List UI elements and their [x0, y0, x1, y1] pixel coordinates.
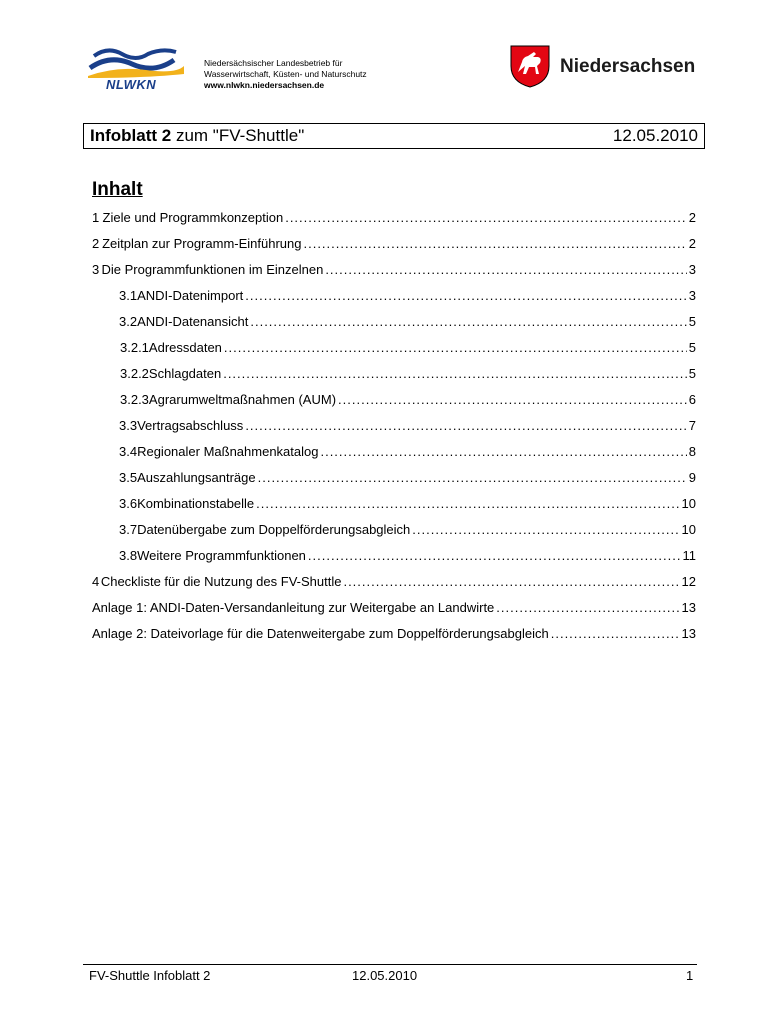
- toc-entry[interactable]: [92, 262, 696, 277]
- toc-number: 3.7: [119, 522, 138, 537]
- toc-entry[interactable]: [120, 392, 696, 407]
- toc-text: Adressdaten: [148, 340, 222, 355]
- toc-entry[interactable]: [92, 236, 696, 251]
- toc-page: 10: [681, 496, 696, 511]
- toc-page: 5: [688, 366, 696, 381]
- toc-number: 3.2: [119, 314, 138, 329]
- toc-number: 3.1: [119, 288, 138, 303]
- toc-page: 11: [682, 548, 696, 563]
- toc-page: 2: [688, 210, 696, 225]
- toc-text: Zeitplan zur Programm-Einführung: [102, 236, 302, 251]
- toc-leader: [223, 366, 687, 381]
- toc-number: 3.2.1: [120, 340, 149, 355]
- footer-rule: [83, 964, 697, 965]
- logo-text: NLWKN: [106, 77, 157, 92]
- toc-entry[interactable]: [119, 522, 696, 537]
- niedersachsen-crest-icon: [509, 44, 551, 88]
- toc-page: 9: [688, 470, 696, 485]
- toc-text: ANDI-Datenimport: [137, 288, 244, 303]
- toc-leader: [496, 600, 679, 615]
- footer-left: FV-Shuttle Infoblatt 2: [89, 968, 211, 983]
- toc-leader: [308, 548, 681, 563]
- toc-number: 3.6: [119, 496, 138, 511]
- wave-logo-icon: [86, 44, 186, 78]
- toc-entry[interactable]: [120, 366, 696, 381]
- toc-leader: [250, 314, 686, 329]
- toc-number: 3: [92, 262, 100, 277]
- page-number: 1: [686, 968, 694, 983]
- toc-text: Checkliste für die Nutzung des FV-Shuttle: [100, 574, 342, 589]
- toc-entry[interactable]: [92, 600, 696, 615]
- title-rest: zum "FV-Shuttle": [171, 126, 305, 145]
- toc-page: 13: [681, 600, 696, 615]
- toc-number: 1: [92, 210, 100, 225]
- toc-page: 5: [688, 340, 696, 355]
- org-url: www.nlwkn.niedersachsen.de: [204, 80, 325, 90]
- toc-entry[interactable]: [120, 340, 696, 355]
- toc-leader: [245, 418, 686, 433]
- toc-entry[interactable]: [119, 496, 696, 511]
- toc-number: 3.4: [119, 444, 138, 459]
- toc-leader: [224, 340, 687, 355]
- toc-page: 12: [681, 574, 696, 589]
- toc-number: 3.2.3: [120, 392, 149, 407]
- toc-number: 4: [92, 574, 100, 589]
- toc-entry[interactable]: [119, 418, 696, 433]
- toc-text: Vertragsabschluss: [137, 418, 244, 433]
- toc-leader: [258, 470, 687, 485]
- toc-text: Agrarumweltmaßnahmen (AUM): [148, 392, 337, 407]
- toc-page: 2: [688, 236, 696, 251]
- toc-leader: [256, 496, 679, 511]
- toc-page: 3: [688, 288, 696, 303]
- toc-page: 3: [688, 262, 696, 277]
- toc-page: 8: [688, 444, 696, 459]
- toc-entry[interactable]: [119, 470, 696, 485]
- title-box: [83, 123, 705, 149]
- title-date: 12.05.2010: [612, 126, 698, 145]
- toc-text: Schlagdaten: [148, 366, 222, 381]
- toc-leader: [325, 262, 686, 277]
- title-bold: Infoblatt 2: [90, 126, 172, 145]
- toc-page: 7: [688, 418, 696, 433]
- toc-heading: Inhalt: [92, 179, 143, 200]
- toc-text: ANDI-Datenansicht: [137, 314, 249, 329]
- toc-text: Anlage 1: ANDI-Daten-Versandanleitung zur Weitergabe an Landwirte: [92, 600, 495, 615]
- org-line-1: Niedersächsischer Landesbetrieb für: [204, 58, 343, 68]
- toc-text: Datenübergabe zum Doppelförderungsabgleich: [137, 522, 411, 537]
- toc-entry[interactable]: [92, 574, 696, 589]
- toc-text: Anlage 2: Dateivorlage für die Datenweitergabe zum Doppelförderungsabgleich: [92, 626, 549, 641]
- toc-text: Regionaler Maßnahmenkatalog: [137, 444, 319, 459]
- toc-entry[interactable]: [119, 314, 696, 329]
- nlwkn-logo: [86, 44, 186, 94]
- toc-text: Die Programmfunktionen im Einzelnen: [101, 262, 324, 277]
- toc-entry[interactable]: [119, 548, 696, 563]
- toc-page: 6: [688, 392, 696, 407]
- toc-text: Weitere Programmfunktionen: [137, 548, 306, 563]
- toc-leader: [343, 574, 679, 589]
- title: [90, 124, 304, 148]
- toc-entry[interactable]: [92, 210, 696, 225]
- toc-entry[interactable]: [119, 288, 696, 303]
- toc-number: 3.2.2: [120, 366, 149, 381]
- toc-number: 3.3: [119, 418, 138, 433]
- toc-page: 10: [681, 522, 696, 537]
- org-line-2: Wasserwirtschaft, Küsten- und Naturschutz: [204, 69, 367, 79]
- toc-leader: [338, 392, 687, 407]
- toc-leader: [412, 522, 679, 537]
- org-info: [204, 58, 367, 91]
- toc-page: 13: [681, 626, 696, 641]
- toc-page: 5: [688, 314, 696, 329]
- toc-leader: [285, 210, 687, 225]
- state-name: Niedersachsen: [560, 56, 696, 77]
- toc-number: 3.5: [119, 470, 138, 485]
- toc-text: Kombinationstabelle: [137, 496, 255, 511]
- footer-date: 12.05.2010: [352, 968, 418, 983]
- toc-leader: [320, 444, 686, 459]
- toc-number: 2: [92, 236, 100, 251]
- toc-entry[interactable]: [92, 626, 696, 641]
- toc-entry[interactable]: [119, 444, 696, 459]
- toc-leader: [551, 626, 680, 641]
- toc-text: Auszahlungsanträge: [137, 470, 256, 485]
- toc-text: Ziele und Programmkonzeption: [102, 210, 284, 225]
- toc-leader: [245, 288, 686, 303]
- toc-number: 3.8: [119, 548, 138, 563]
- toc-leader: [303, 236, 686, 251]
